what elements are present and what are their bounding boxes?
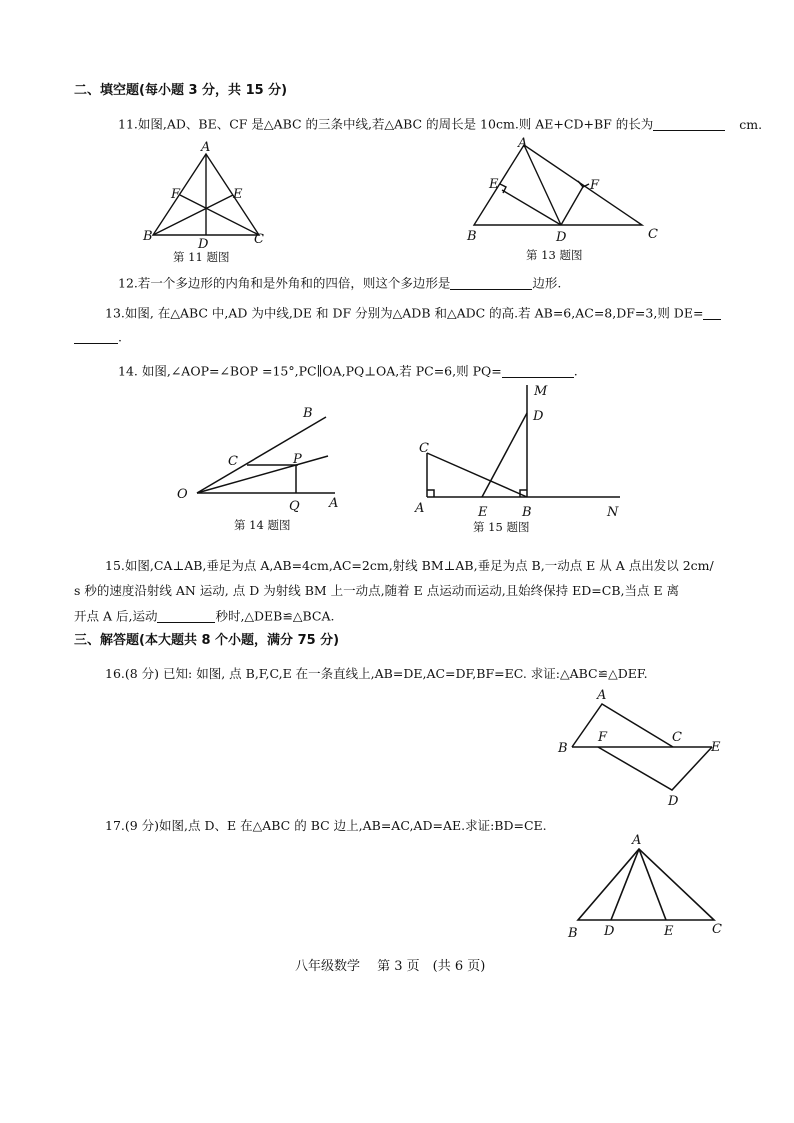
question-13-line2 — [74, 331, 122, 344]
fig14-label-c: C — [228, 454, 238, 469]
question-14 — [118, 365, 578, 378]
question-16: 16.(8 分) 已知: 如图, 点 B,F,C,E 在一条直线上,AB=DE,AC=DF,BF=EC. 求证:△ABC≌△DEF. — [105, 666, 648, 681]
question-11-unit: cm. — [739, 116, 763, 132]
fig17-label-c: C — [712, 922, 722, 937]
fig15-label-d: D — [533, 409, 544, 424]
answer-blank-14[interactable] — [502, 365, 574, 378]
question-13-text: 13.如图, 在△ABC 中,AD 为中线,DE 和 DF 分别为△ADB 和△ADC 的高.若 AB=6,AC=8,DF=3,则 DE= — [105, 305, 704, 321]
fig14-label-p: P — [293, 452, 302, 467]
fig11-label-c: C — [254, 232, 264, 247]
page-footer: 八年级数学 第 3 页 (共 6 页) — [295, 959, 486, 974]
question-15-line3-start: 开点 A 后,运动 — [74, 608, 158, 624]
fig13-label-a: A — [518, 136, 528, 151]
fig11-caption: 第 11 题图 — [173, 250, 230, 264]
answer-blank-15[interactable] — [157, 610, 215, 623]
figure-16 — [555, 685, 730, 810]
question-15-line2: s 秒的速度沿射线 AN 运动, 点 D 为射线 BM 上一动点,随着 E 点运动而运动,且始终保持 ED=CB,当点 E 离 — [74, 583, 680, 598]
fig15-label-e: E — [478, 505, 488, 520]
fig14-label-a: A — [329, 496, 339, 511]
question-15-line3-end: 秒时,△DEB≌△BCA. — [215, 608, 335, 624]
figure-17 — [560, 832, 730, 947]
answer-blank-13a[interactable] — [703, 307, 721, 320]
figure-11 — [140, 140, 280, 265]
fig17-label-e: E — [664, 924, 674, 939]
fig11-label-e: E — [233, 187, 243, 202]
fig13-label-e: E — [489, 177, 499, 192]
question-13-end: . — [118, 329, 122, 345]
fig16-label-f: F — [598, 730, 608, 745]
question-12 — [118, 277, 561, 290]
question-15-line1: 15.如图,CA⊥AB,垂足为点 A,AB=4cm,AC=2cm,射线 BM⊥AB,垂足为点 B,一动点 E 从 A 点出发以 2cm/ — [105, 558, 714, 573]
fig15-label-c: C — [419, 441, 429, 456]
fig13-label-b: B — [467, 229, 477, 244]
fig14-label-o: O — [177, 487, 188, 502]
fig16-label-a: A — [597, 688, 607, 703]
fig16-label-d: D — [668, 794, 679, 809]
fig16-label-b: B — [558, 741, 568, 756]
figure-14 — [170, 400, 350, 535]
question-13 — [105, 307, 721, 320]
fig15-label-m: M — [534, 384, 548, 399]
fig15-label-n: N — [607, 505, 619, 520]
fig14-label-q: Q — [289, 499, 300, 514]
figure-15 — [410, 380, 640, 535]
fig11-label-a: A — [201, 140, 211, 155]
question-11 — [118, 118, 762, 131]
fig14-label-b: B — [303, 406, 313, 421]
question-15-line3 — [74, 610, 334, 623]
fig17-label-d: D — [604, 924, 615, 939]
fig13-caption: 第 13 题图 — [526, 248, 583, 262]
fig15-caption: 第 15 题图 — [473, 520, 530, 534]
question-14-text: 14. 如图,∠AOP=∠BOP =15°,PC∥OA,PQ⊥OA,若 PC=6,则 PQ= — [118, 363, 502, 379]
fig17-label-a: A — [632, 833, 642, 848]
fig13-label-c: C — [648, 227, 658, 242]
question-14-end: . — [573, 363, 578, 379]
fig13-label-d: D — [556, 230, 567, 245]
fig11-label-f: F — [171, 187, 181, 202]
question-12-text: 12.若一个多边形的内角和是外角和的四倍，则这个多边形是 — [118, 275, 451, 291]
question-17: 17.(9 分)如图,点 D、E 在△ABC 的 BC 边上,AB=AC,AD=AE.求证:BD=CE. — [105, 818, 547, 833]
fig16-label-c: C — [672, 730, 682, 745]
fig11-label-b: B — [143, 229, 153, 244]
answer-blank-13b[interactable] — [74, 331, 118, 344]
fig14-caption: 第 14 题图 — [234, 518, 291, 532]
fig11-label-d: D — [198, 237, 209, 252]
fig15-label-a: A — [415, 501, 425, 516]
fig15-label-b: B — [522, 505, 532, 520]
answer-blank-11[interactable] — [653, 118, 725, 131]
section-heading-solve: 三、解答题(本大题共 8 个小题，满分 75 分) — [74, 633, 340, 648]
answer-blank-12[interactable] — [450, 277, 532, 290]
fig16-label-e: E — [711, 740, 721, 755]
fig17-label-b: B — [568, 926, 578, 941]
question-11-text: 11.如图,AD、BE、CF 是△ABC 的三条中线,若△ABC 的周长是 10cm.则 AE+CD+BF 的长为 — [118, 116, 654, 132]
question-12-suffix: 边形. — [532, 275, 562, 291]
section-heading-fill-blank: 二、填空题(每小题 3 分，共 15 分) — [74, 83, 288, 98]
fig13-label-f: F — [590, 178, 600, 193]
figure-13 — [462, 135, 662, 265]
